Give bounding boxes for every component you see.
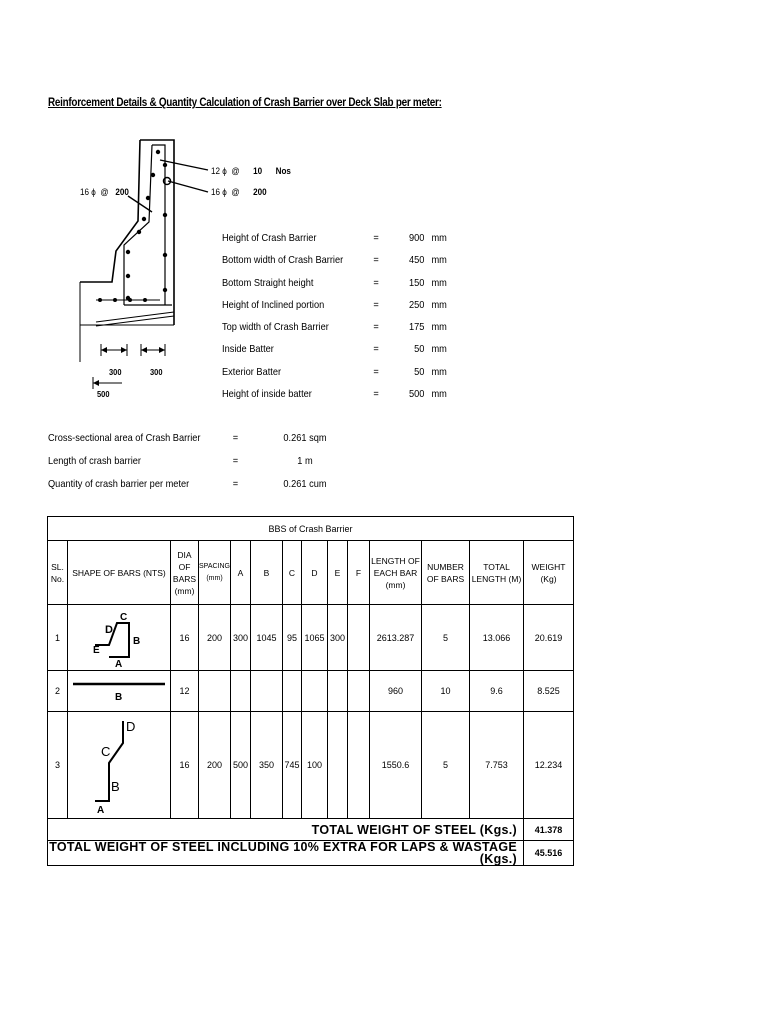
cell-a: 300 (231, 605, 251, 671)
dimension-row (222, 299, 477, 313)
summary-eq: = (232, 432, 239, 444)
dimension-value: 150 (408, 277, 425, 289)
bar-label-upper: 12 ϕ @ 10 Nos (211, 166, 291, 176)
svg-text:C: C (120, 611, 128, 623)
total-weight-value: 41.378 (524, 819, 574, 841)
header-number: NUMBER OF BARS (422, 541, 470, 605)
cell-sl: 1 (48, 605, 68, 671)
dimension-value: 450 (408, 254, 425, 266)
dimension-value: 250 (408, 299, 425, 311)
dimension-row (222, 321, 477, 335)
dimension-label: Exterior Batter (222, 366, 282, 378)
cell-d (302, 671, 328, 712)
dimension-value: 900 (408, 232, 425, 244)
dimension-eq: = (373, 343, 379, 355)
page-title: Reinforcement Details & Quantity Calculation of Crash Barrier over Deck Slab per meter: (48, 97, 442, 109)
cell-length: 1550.6 (370, 712, 422, 819)
cell-b (251, 671, 283, 712)
cell-b: 350 (251, 712, 283, 819)
header-e: E (328, 541, 348, 605)
dimension-eq: = (373, 388, 379, 400)
cell-sl: 2 (48, 671, 68, 712)
header-weight: WEIGHT (Kg) (524, 541, 574, 605)
section-dim-3: 500 (97, 389, 110, 399)
cell-weight: 12.234 (524, 712, 574, 819)
bbs-table (47, 516, 574, 866)
total-weight-extra-value: 45.516 (524, 841, 574, 866)
dimension-value: 50 (414, 366, 425, 378)
cell-weight: 20.619 (524, 605, 574, 671)
svg-text:E: E (93, 644, 100, 656)
dimension-unit: mm (431, 254, 447, 266)
svg-text:D: D (105, 623, 113, 636)
header-sl: SL. No. (48, 541, 68, 605)
summary-value: 0.261 cum (283, 478, 327, 490)
dimension-eq: = (373, 254, 379, 266)
cell-spacing: 200 (199, 605, 231, 671)
cell-number: 5 (422, 605, 470, 671)
header-dia: DIA OF BARS (mm) (171, 541, 199, 605)
header-d: D (302, 541, 328, 605)
header-shape: SHAPE OF BARS (NTS) (68, 541, 171, 605)
header-length: LENGTH OF EACH BAR (mm) (370, 541, 422, 605)
summary-eq: = (232, 455, 239, 467)
cell-f (348, 712, 370, 819)
dimension-unit: mm (431, 277, 447, 289)
summary-row (48, 432, 338, 446)
dimension-label: Height of Inclined portion (222, 299, 325, 311)
bar-shape-1 (68, 605, 171, 671)
cell-sl: 3 (48, 712, 68, 819)
dimension-eq: = (373, 299, 379, 311)
dimension-value: 500 (408, 388, 425, 400)
bbs-header-row (48, 541, 574, 605)
header-total-length: TOTAL LENGTH (M) (470, 541, 524, 605)
dimension-eq: = (373, 321, 379, 333)
summary-label: Cross-sectional area of Crash Barrier (48, 432, 201, 444)
cell-c: 745 (283, 712, 302, 819)
cell-d: 100 (302, 712, 328, 819)
header-c: C (283, 541, 302, 605)
total-weight-label: TOTAL WEIGHT OF STEEL (Kgs.) (48, 819, 524, 841)
crash-barrier-section-drawing (0, 0, 768, 420)
dimension-unit: mm (431, 343, 447, 355)
dimension-row (222, 366, 477, 380)
cell-a: 500 (231, 712, 251, 819)
svg-text:B: B (133, 635, 141, 647)
summary-value: 1 m (297, 455, 313, 467)
dimension-unit: mm (431, 321, 447, 333)
dimension-label: Top width of Crash Barrier (222, 321, 329, 333)
dimension-label: Bottom width of Crash Barrier (222, 254, 344, 266)
table-row (48, 712, 574, 819)
dimension-eq: = (373, 366, 379, 378)
cell-number: 10 (422, 671, 470, 712)
cell-weight: 8.525 (524, 671, 574, 712)
svg-text:D: D (126, 719, 136, 734)
cell-total-length: 9.6 (470, 671, 524, 712)
bar-label-left: 16 ϕ @ 200 (80, 187, 129, 197)
cell-total-length: 13.066 (470, 605, 524, 671)
header-a: A (231, 541, 251, 605)
cell-b: 1045 (251, 605, 283, 671)
dimension-value: 50 (414, 343, 425, 355)
bar-shape-2 (68, 671, 171, 712)
dimension-label: Height of Crash Barrier (222, 232, 317, 244)
dimension-label: Bottom Straight height (222, 277, 314, 289)
cell-f (348, 605, 370, 671)
dimension-eq: = (373, 232, 379, 244)
dimension-unit: mm (431, 388, 447, 400)
summary-label: Length of crash barrier (48, 455, 141, 467)
cell-dia: 16 (171, 712, 199, 819)
dimension-row (222, 232, 477, 246)
bbs-title: BBS of Crash Barrier (48, 517, 574, 541)
cell-f (348, 671, 370, 712)
cell-e (328, 712, 348, 819)
cell-e: 300 (328, 605, 348, 671)
table-row (48, 605, 574, 671)
cell-total-length: 7.753 (470, 712, 524, 819)
total-extra-row (48, 841, 574, 866)
cell-length: 2613.287 (370, 605, 422, 671)
dimension-label: Inside Batter (222, 343, 274, 355)
dimension-row (222, 277, 477, 291)
total-row (48, 819, 574, 841)
cell-spacing: 200 (199, 712, 231, 819)
cell-e (328, 671, 348, 712)
header-f: F (348, 541, 370, 605)
bar-shape-3 (68, 712, 171, 819)
cell-c: 95 (283, 605, 302, 671)
cell-number: 5 (422, 712, 470, 819)
svg-text:A: A (97, 805, 105, 816)
header-b: B (251, 541, 283, 605)
summary-row (48, 478, 338, 492)
cell-dia: 16 (171, 605, 199, 671)
section-dim-1: 300 (109, 367, 122, 377)
header-spacing: SPACING (mm) (199, 541, 231, 605)
svg-text:B: B (115, 692, 123, 703)
svg-text:A: A (115, 658, 123, 669)
dimension-eq: = (373, 277, 379, 289)
section-dim-2: 300 (150, 367, 163, 377)
dimension-unit: mm (431, 366, 447, 378)
dimension-value: 175 (408, 321, 425, 333)
summary-row (48, 455, 338, 469)
dimension-row (222, 388, 477, 402)
dimension-label: Height of inside batter (222, 388, 312, 400)
bar-label-middle: 16 ϕ @ 200 (211, 187, 267, 197)
dimension-unit: mm (431, 299, 447, 311)
table-row (48, 671, 574, 712)
svg-text:C: C (101, 744, 111, 759)
cell-spacing (199, 671, 231, 712)
cell-length: 960 (370, 671, 422, 712)
total-weight-extra-label: TOTAL WEIGHT OF STEEL INCLUDING 10% EXTRA FOR LAPS & WASTAGE (Kgs.) (48, 841, 524, 866)
summary-eq: = (232, 478, 239, 490)
summary-label: Quantity of crash barrier per meter (48, 478, 190, 490)
svg-text:B: B (111, 779, 120, 794)
cell-d: 1065 (302, 605, 328, 671)
dimension-row (222, 343, 477, 357)
dimension-unit: mm (431, 232, 447, 244)
cell-c (283, 671, 302, 712)
cell-a (231, 671, 251, 712)
dimension-row (222, 254, 477, 268)
cell-dia: 12 (171, 671, 199, 712)
summary-value: 0.261 sqm (283, 432, 327, 444)
